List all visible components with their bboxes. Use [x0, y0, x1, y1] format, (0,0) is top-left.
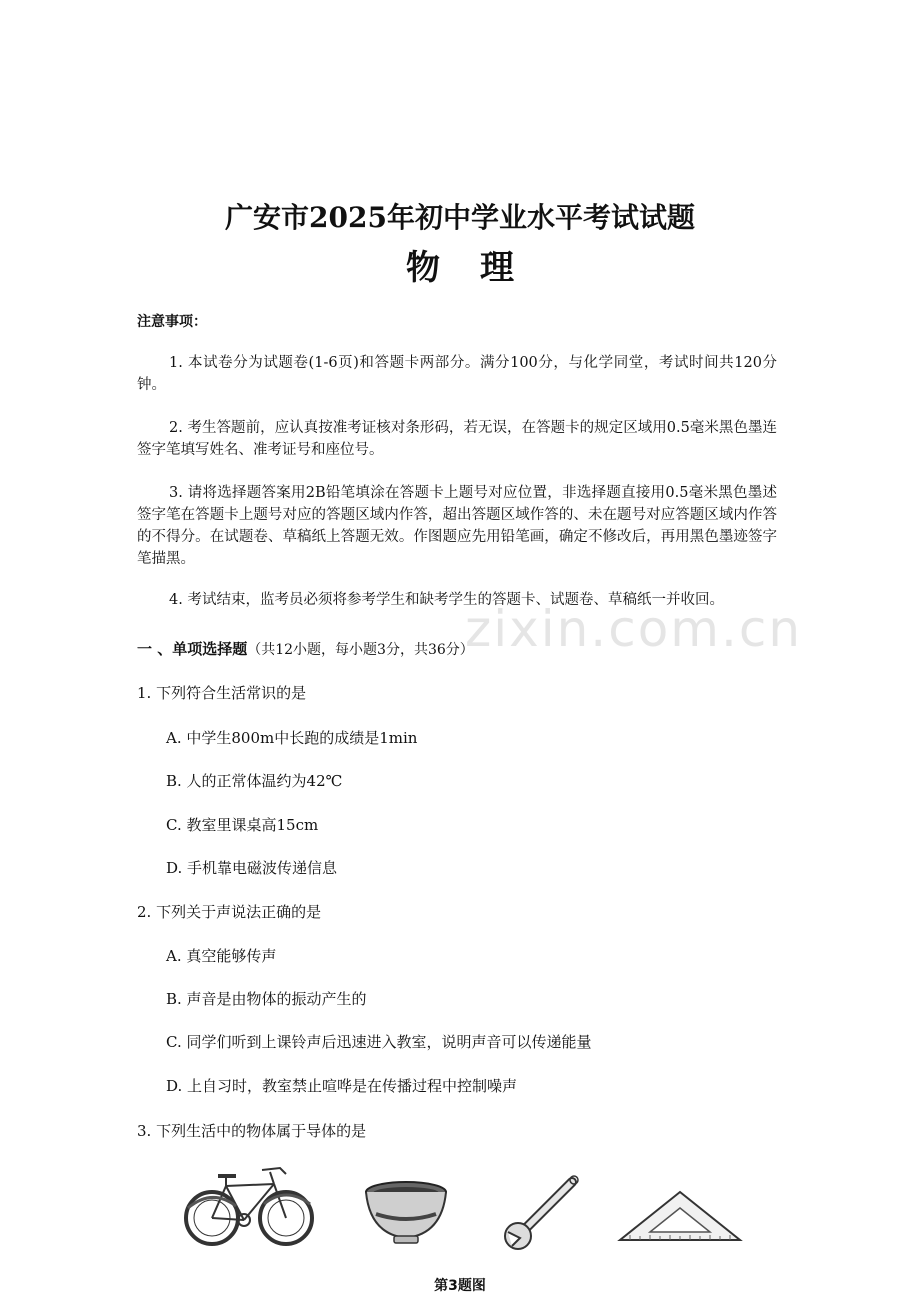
question-3-stem: 3. 下列生活中的物体属于导体的是: [137, 1122, 367, 1140]
notice-item-1: 1. 本试卷分为试题卷(1-6页)和答题卡两部分。满分100分，与化学同堂，考试时间共120分钟。: [137, 355, 777, 393]
section-note: （共12小题，每小题3分，共36分）: [247, 642, 474, 658]
watermark: zixin.com.cn: [465, 600, 803, 658]
question-1-option-d: D. 手机靠电磁波传递信息: [166, 859, 338, 877]
question-2-option-a: A. 真空能够传声: [166, 947, 277, 965]
question-1-option-b: B. 人的正常体温约为42℃: [166, 772, 343, 790]
wrench-icon: [498, 1172, 586, 1252]
exam-title: 广安市2025年初中学业水平考试试题: [225, 201, 695, 234]
question-2-option-d: D. 上自习时，教室禁止喧哗是在传播过程中控制噪声: [166, 1077, 518, 1095]
question-2-option-c: C. 同学们听到上课铃声后迅速进入教室，说明声音可以传递能量: [166, 1033, 592, 1051]
question-1-option-a: A. 中学生800m中长跑的成绩是1min: [166, 729, 418, 747]
notice-item-4: 4. 考试结束，监考员必须将参考学生和缺考学生的答题卡、试题卷、草稿纸一并收回。: [169, 592, 724, 608]
question-2-option-b: B. 声音是由物体的振动产生的: [166, 990, 367, 1008]
notice-item-3: 3. 请将选择题答案用2B铅笔填涂在答题卡上题号对应位置，非选择题直接用0.5毫米黑色墨述签字笔在答题卡上题号对应的答题区域内作答，超出答题区域作答的、未在题号对应答题区域内作答的不得分。在试题卷、草稿纸上答题无效。作图题应先用铅笔画，确定不修改后，再用黑色墨迹签字笔描黑。: [137, 485, 777, 567]
section-title: 一 、单项选择题: [137, 640, 248, 658]
notice-heading: 注意事项：: [137, 314, 207, 330]
set-square-icon: [616, 1188, 744, 1246]
bicycle-icon: [182, 1162, 316, 1248]
section-heading: [137, 638, 474, 659]
figure-caption: 第3题图: [434, 1278, 486, 1294]
notice-item-2: 2. 考生答题前，应认真按准考证核对条形码，若无误，在答题卡的规定区域用0.5毫米黑色墨连签字笔填写姓名、准考证号和座位号。: [137, 420, 777, 458]
question-2-stem: 2. 下列关于声说法正确的是: [137, 903, 322, 921]
subject-title: 物理: [406, 248, 554, 288]
question-1-stem: 1. 下列符合生活常识的是: [137, 684, 307, 702]
bowl-icon: [362, 1178, 450, 1248]
question-1-option-c: C. 教室里课桌高15cm: [166, 816, 319, 834]
